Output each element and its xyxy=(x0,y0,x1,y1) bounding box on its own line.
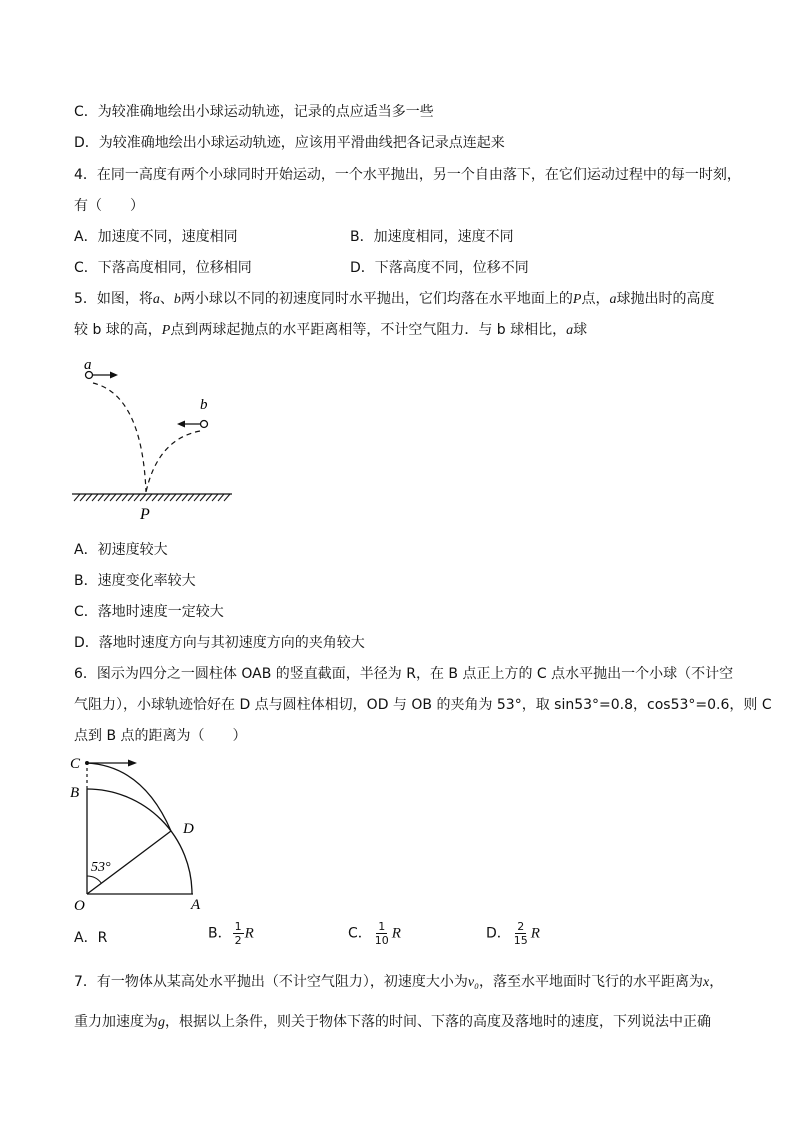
ground-hatching xyxy=(74,494,230,501)
q4-stem-line1: 4．在同一高度有两个小球同时开始运动，一个水平抛出，另一个自由落下，在它们运动过程中的每一时刻， xyxy=(74,167,741,183)
quarter-circle-arc xyxy=(87,789,192,894)
q4-stem-line2: 有（ ） xyxy=(74,198,144,214)
angle-arc xyxy=(87,876,101,883)
q7-stem-line2: 重力加速度为g，根据以上条件，则关于物体下落的时间、下落的高度及落地时的速度，下列说法中正确 xyxy=(74,1014,711,1030)
q6-option-b: B． $\frac{1}{2}$ R xyxy=(208,920,254,947)
ball-b xyxy=(201,421,208,428)
q3-option-c: C．为较准确地绘出小球运动轨迹，记录的点应适当多一些 xyxy=(74,104,434,120)
trajectory-a xyxy=(93,383,146,492)
q5-stem-line1: 5．如图，将a、b两小球以不同的初速度同时水平抛出，它们均落在水平地面上的P点，a球抛出时的高度 xyxy=(74,291,715,307)
label-b: B xyxy=(70,785,80,801)
label-a: a xyxy=(84,357,92,373)
fraction: $\frac{1}{10}$ xyxy=(374,920,389,947)
q5-option-a: A．初速度较大 xyxy=(74,542,168,558)
q6-stem-line2: 气阻力），小球轨迹恰好在 D 点与圆柱体相切，OD 与 OB 的夹角为 53°，取 sin53°=0.8，cos53°=0.6，则 C xyxy=(74,697,772,713)
fraction: $\frac{1}{2}$ xyxy=(234,920,242,947)
label-a: A xyxy=(191,897,201,913)
q4-option-b: B．加速度相同，速度不同 xyxy=(350,229,514,245)
label-c: C xyxy=(70,756,81,772)
fraction: $\frac{2}{15}$ xyxy=(513,920,528,947)
q3-option-d: D．为较准确地绘出小球运动轨迹，应该用平滑曲线把各记录点连起来 xyxy=(74,135,505,151)
label-d: D xyxy=(183,821,194,837)
q6-figure xyxy=(65,752,215,912)
q5-figure xyxy=(60,355,250,530)
q5-option-c: C．落地时速度一定较大 xyxy=(74,604,224,620)
q5-option-b: B．速度变化率较大 xyxy=(74,573,196,589)
q4-option-c: C．下落高度相同，位移相同 xyxy=(74,260,252,276)
q6-option-c: C． $\frac{1}{10}$ R xyxy=(348,920,401,947)
angle-label: 53° xyxy=(91,860,111,875)
label-o: O xyxy=(74,898,85,914)
q4-option-a: A．加速度不同，速度相同 xyxy=(74,229,238,245)
trajectory-cd xyxy=(87,763,171,831)
velocity-arrowhead-b xyxy=(177,421,185,428)
velocity-arrowhead-a xyxy=(110,372,118,379)
q6-option-d: D． $\frac{2}{15}$ R xyxy=(486,920,540,947)
q6-stem-line1: 6．图示为四分之一圆柱体 OAB 的竖直截面，半径为 R，在 B 点正上方的 C 点水平抛出一个小球（不计空 xyxy=(74,666,734,682)
q7-stem-line1: 7．有一物体从某高处水平抛出（不计空气阻力），初速度大小为v₀，落至水平地面时飞行的水平距离为x， xyxy=(74,974,724,990)
label-p: P xyxy=(140,506,150,523)
label-b: b xyxy=(200,397,208,413)
q5-stem-line2: 较 b 球的高，P点到两球起抛点的水平距离相等，不计空气阻力．与 b 球相比，a球 xyxy=(74,322,588,338)
q6-stem-line3: 点到 B 点的距离为（ ） xyxy=(74,728,247,744)
velocity-arrowhead-c xyxy=(128,760,137,767)
q5-option-d: D．落地时速度方向与其初速度方向的夹角较大 xyxy=(74,635,365,651)
trajectory-b xyxy=(146,431,200,492)
q4-option-d: D．下落高度不同，位移不同 xyxy=(350,260,529,276)
q6-option-a: A．R xyxy=(74,930,108,946)
